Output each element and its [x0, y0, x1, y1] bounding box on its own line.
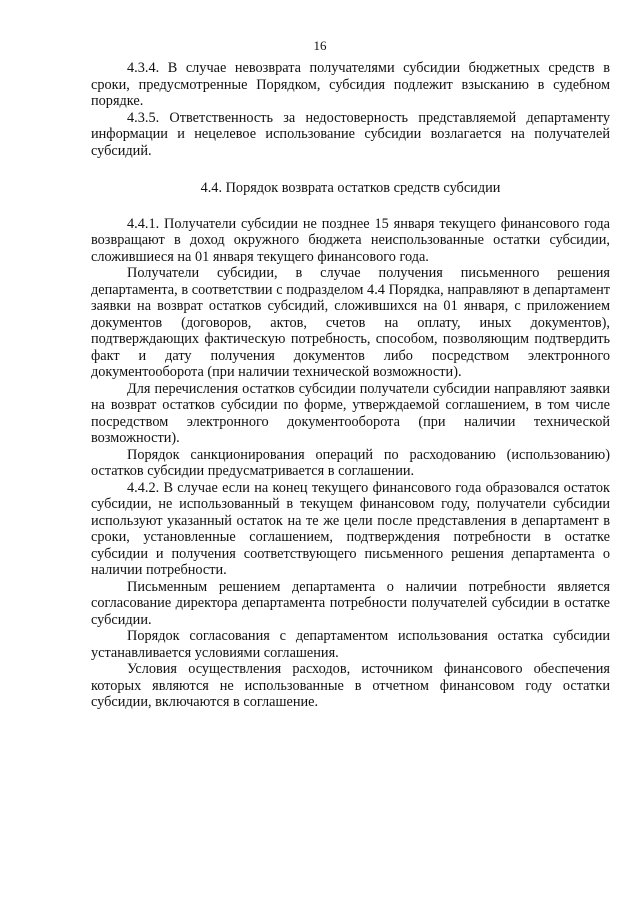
paragraph-4-4-1: 4.4.1. Получатели субсидии не позднее 15 января текущего финансового года возвращают в доход окружного бюджета неиспользованные остатки субсидии, сложившиеся на 01 января текущего финансового года.	[91, 215, 610, 265]
paragraph-4-3-5: 4.3.5. Ответственность за недостоверность представляемой департаменту информации и нецелевое использование субсидии возлагается на получателей субсидий.	[91, 109, 610, 159]
paragraph-4-4-2: 4.4.2. В случае если на конец текущего финансового года образовался остаток субсидии, не использованный в текущем финансовом году, получатели субсидии используют указанный остаток на те же цели после представления в департамент в сроки, установленные соглашением, подтверждения потребности в остатке субсидии и получения соответствующего письменного решения департамента о наличии потребности.	[91, 479, 610, 578]
section-heading-4-4: 4.4. Порядок возврата остатков средств субсидии	[200, 180, 501, 196]
paragraph-written-decision: Письменным решением департамента о наличии потребности является согласование директора департамента потребности получателей субсидии в остатке субсидии.	[91, 578, 610, 628]
paragraph-approval-procedure: Порядок согласования с департаментом использования остатка субсидии устанавливается условиями соглашения.	[91, 628, 610, 661]
document-body	[91, 60, 610, 711]
page-number: 16	[313, 38, 327, 53]
paragraph-recipients-requests: Получатели субсидии, в случае получения письменного решения департамента, в соответствии с подразделом 4.4 Порядка, направляют в департамент заявки на возврат остатков субсидий, сложившихся на 01 января, с приложением документов (договоров, актов, счетов на оплату, иных документов), подтверждающих фактическую потребность, способом, позволяющим подтвердить факт и дату получения документов либо посредством электронного документооборота (при наличии технической возможности).	[91, 265, 610, 380]
paragraph-authorization-procedure: Порядок санкционирования операций по расходованию (использованию) остатков субсидии предусматривается в соглашении.	[91, 446, 610, 479]
paragraph-4-3-4: 4.3.4. В случае невозврата получателями субсидии бюджетных средств в сроки, предусмотренные Порядком, субсидия подлежит взысканию в судебном порядке.	[91, 60, 610, 109]
paragraph-transfer-requests: Для перечисления остатков субсидии получатели субсидии направляют заявки на возврат остатков субсидии по форме, утверждаемой соглашением, в том числе посредством электронного документооборота (при наличии технической возможности).	[91, 380, 610, 446]
paragraph-expense-conditions: Условия осуществления расходов, источником финансового обеспечения которых являются не использованные в отчетном финансовом году остатки субсидии, включаются в соглашение.	[91, 661, 610, 710]
